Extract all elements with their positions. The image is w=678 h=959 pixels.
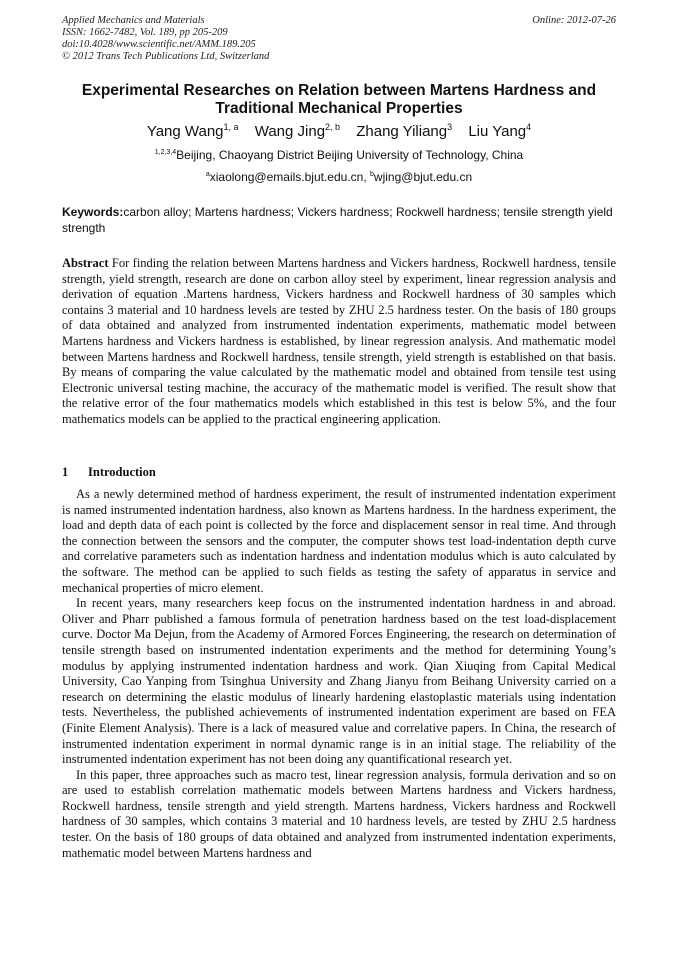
- introduction-body: [62, 487, 616, 861]
- affiliation-superscript: 1,2,3,4: [154, 149, 177, 156]
- journal-name: Applied Mechanics and Materials: [62, 15, 205, 26]
- affiliation-text: Beijing, Chaoyang District Beijing University of Technology, China: [176, 148, 524, 162]
- author-name: Liu Yang: [468, 123, 527, 140]
- author-name: Yang Wang: [146, 123, 224, 140]
- keywords: [62, 205, 616, 236]
- issn-line: ISSN: 1662-7482, Vol. 189, pp 205-209: [62, 27, 228, 38]
- author-name: Zhang Yiliang: [356, 123, 448, 140]
- section-heading: [62, 465, 616, 481]
- keywords-text: carbon alloy; Martens hardness; Vickers hardness; Rockwell hardness; tensile strength yield strength: [62, 205, 613, 235]
- email-a[interactable]: xiaolong@emails.bjut.edu.cn,: [209, 170, 367, 184]
- section-title: Introduction: [88, 465, 156, 479]
- author-name: Wang Jing: [254, 123, 326, 140]
- author-emails: [62, 170, 616, 185]
- paragraph: In recent years, many researchers keep focus on the instrumented indentation hardness in and abroad. Oliver and Pharr published a famous formula of penetration hardness based on the test load-displacement curve. Doctor Ma Dejun, from the Academy of Armored Forces Engineering, the research on determination of tensile strength based on instrumented indentation experiments and the method for determining Young’s modulus by applying instrumented indentation hardness and work. Qian Xiuqing from Capital Medical University, Cao Yanping from Tsinghua University and Zhang Jianyu from Beihang University carried on a research on determining the elastic modulus of linearly hardening elastoplastic materials using indentation tests. Nevertheless, the published achievements of instrumented indentation experiment are based on FEA (Finite Element Analysis). There is a lack of measured value and correlative papers. In China, the research of instrumented indentation experiment in normal dynamic range is in an initial stage. The reliability of the instrumented indentation experiment has not been doing any quantificational research yet.: [62, 596, 616, 767]
- email-a-superscript: a: [205, 171, 210, 178]
- email-b[interactable]: wjing@bjut.edu.cn: [373, 170, 473, 184]
- author-superscript: 3: [447, 122, 453, 132]
- abstract-text: For finding the relation between Martens hardness and Vickers hardness, Rockwell hardness, tensile strength, yield strength, research are done on carbon alloy steel by experiment, linear regression analysis and derivation of equation .Martens hardness, Vickers hardness and Rockwell hardness of 30 samples which contains 3 material and 10 hardness levels are tested by ZHU 2.5 hardness tester. On the basis of 180 groups of data obtained and analyzed from instrumented indentation experiments, mathematic model between Martens hardness and Vickers hardness is established, by linear regression analysis. And mathematic model between Martens hardness and Rockwell hardness, tensile strength, yield strength is established on that basis. By means of comparing the value calculated by the mathematic model and obtained from tensile test using Electronic universal testing machine, the accuracy of the mathematic model is verified. The result show that the relative error of the four mathematics models which established in this test is below 5%, and the four mathematics models can be applied to the practical engineering application.: [62, 256, 616, 426]
- section-number: 1: [62, 465, 69, 479]
- author: [356, 123, 452, 140]
- journal-header: [62, 15, 616, 63]
- email-b-superscript: b: [370, 171, 374, 178]
- paragraph: As a newly determined method of hardness experiment, the result of instrumented indentation experiment is named instrumented indentation hardness, also known as Martens hardness. In the hardness experiment, the load and depth data of each point is collected by the force and displacement sensor in real time. And through the connection between the sensors and the computer, the computer shows test load-indentation depth curve and correlative parameters such as indentation hardness and indentation modulus which is auto calculated by the software. The method can be applied to such fields as testing the safety of apparatus in service and mechanical properties of micro element.: [62, 487, 616, 595]
- keywords-label: Keywords:: [62, 205, 124, 219]
- paragraph: In this paper, three approaches such as macro test, linear regression analysis, formula derivation and so on are used to establish correlation mathematic models between Martens hardness and Vickers hardness, Rockwell hardness, tensile strength and yield strength. Martens hardness, Vickers hardness and Rockwell hardness of 30 samples, which contains 3 material and 10 hardness levels, are tested by ZHU 2.5 hardness tester. On the basis of 180 groups of data obtained and analyzed from instrumented indentation experiments, mathematic model between Martens hardness and: [62, 767, 616, 860]
- abstract-label: Abstract: [62, 256, 109, 270]
- author: [255, 123, 340, 140]
- author: [147, 123, 239, 140]
- abstract: [62, 256, 616, 428]
- author-list: [62, 122, 616, 142]
- author-superscript: 2, b: [325, 122, 341, 132]
- paper-title: Experimental Researches on Relation between Martens Hardness and Traditional Mechanical Properties: [81, 82, 597, 117]
- copyright-line: © 2012 Trans Tech Publications Ltd, Switzerland: [62, 51, 270, 62]
- author-superscript: 1, a: [223, 122, 239, 132]
- author: [468, 123, 531, 140]
- online-date: Online: 2012-07-26: [532, 15, 616, 26]
- author-superscript: 4: [526, 122, 532, 132]
- doi-line: doi:10.4028/www.scientific.net/AMM.189.205: [62, 39, 256, 50]
- affiliation: [62, 148, 616, 163]
